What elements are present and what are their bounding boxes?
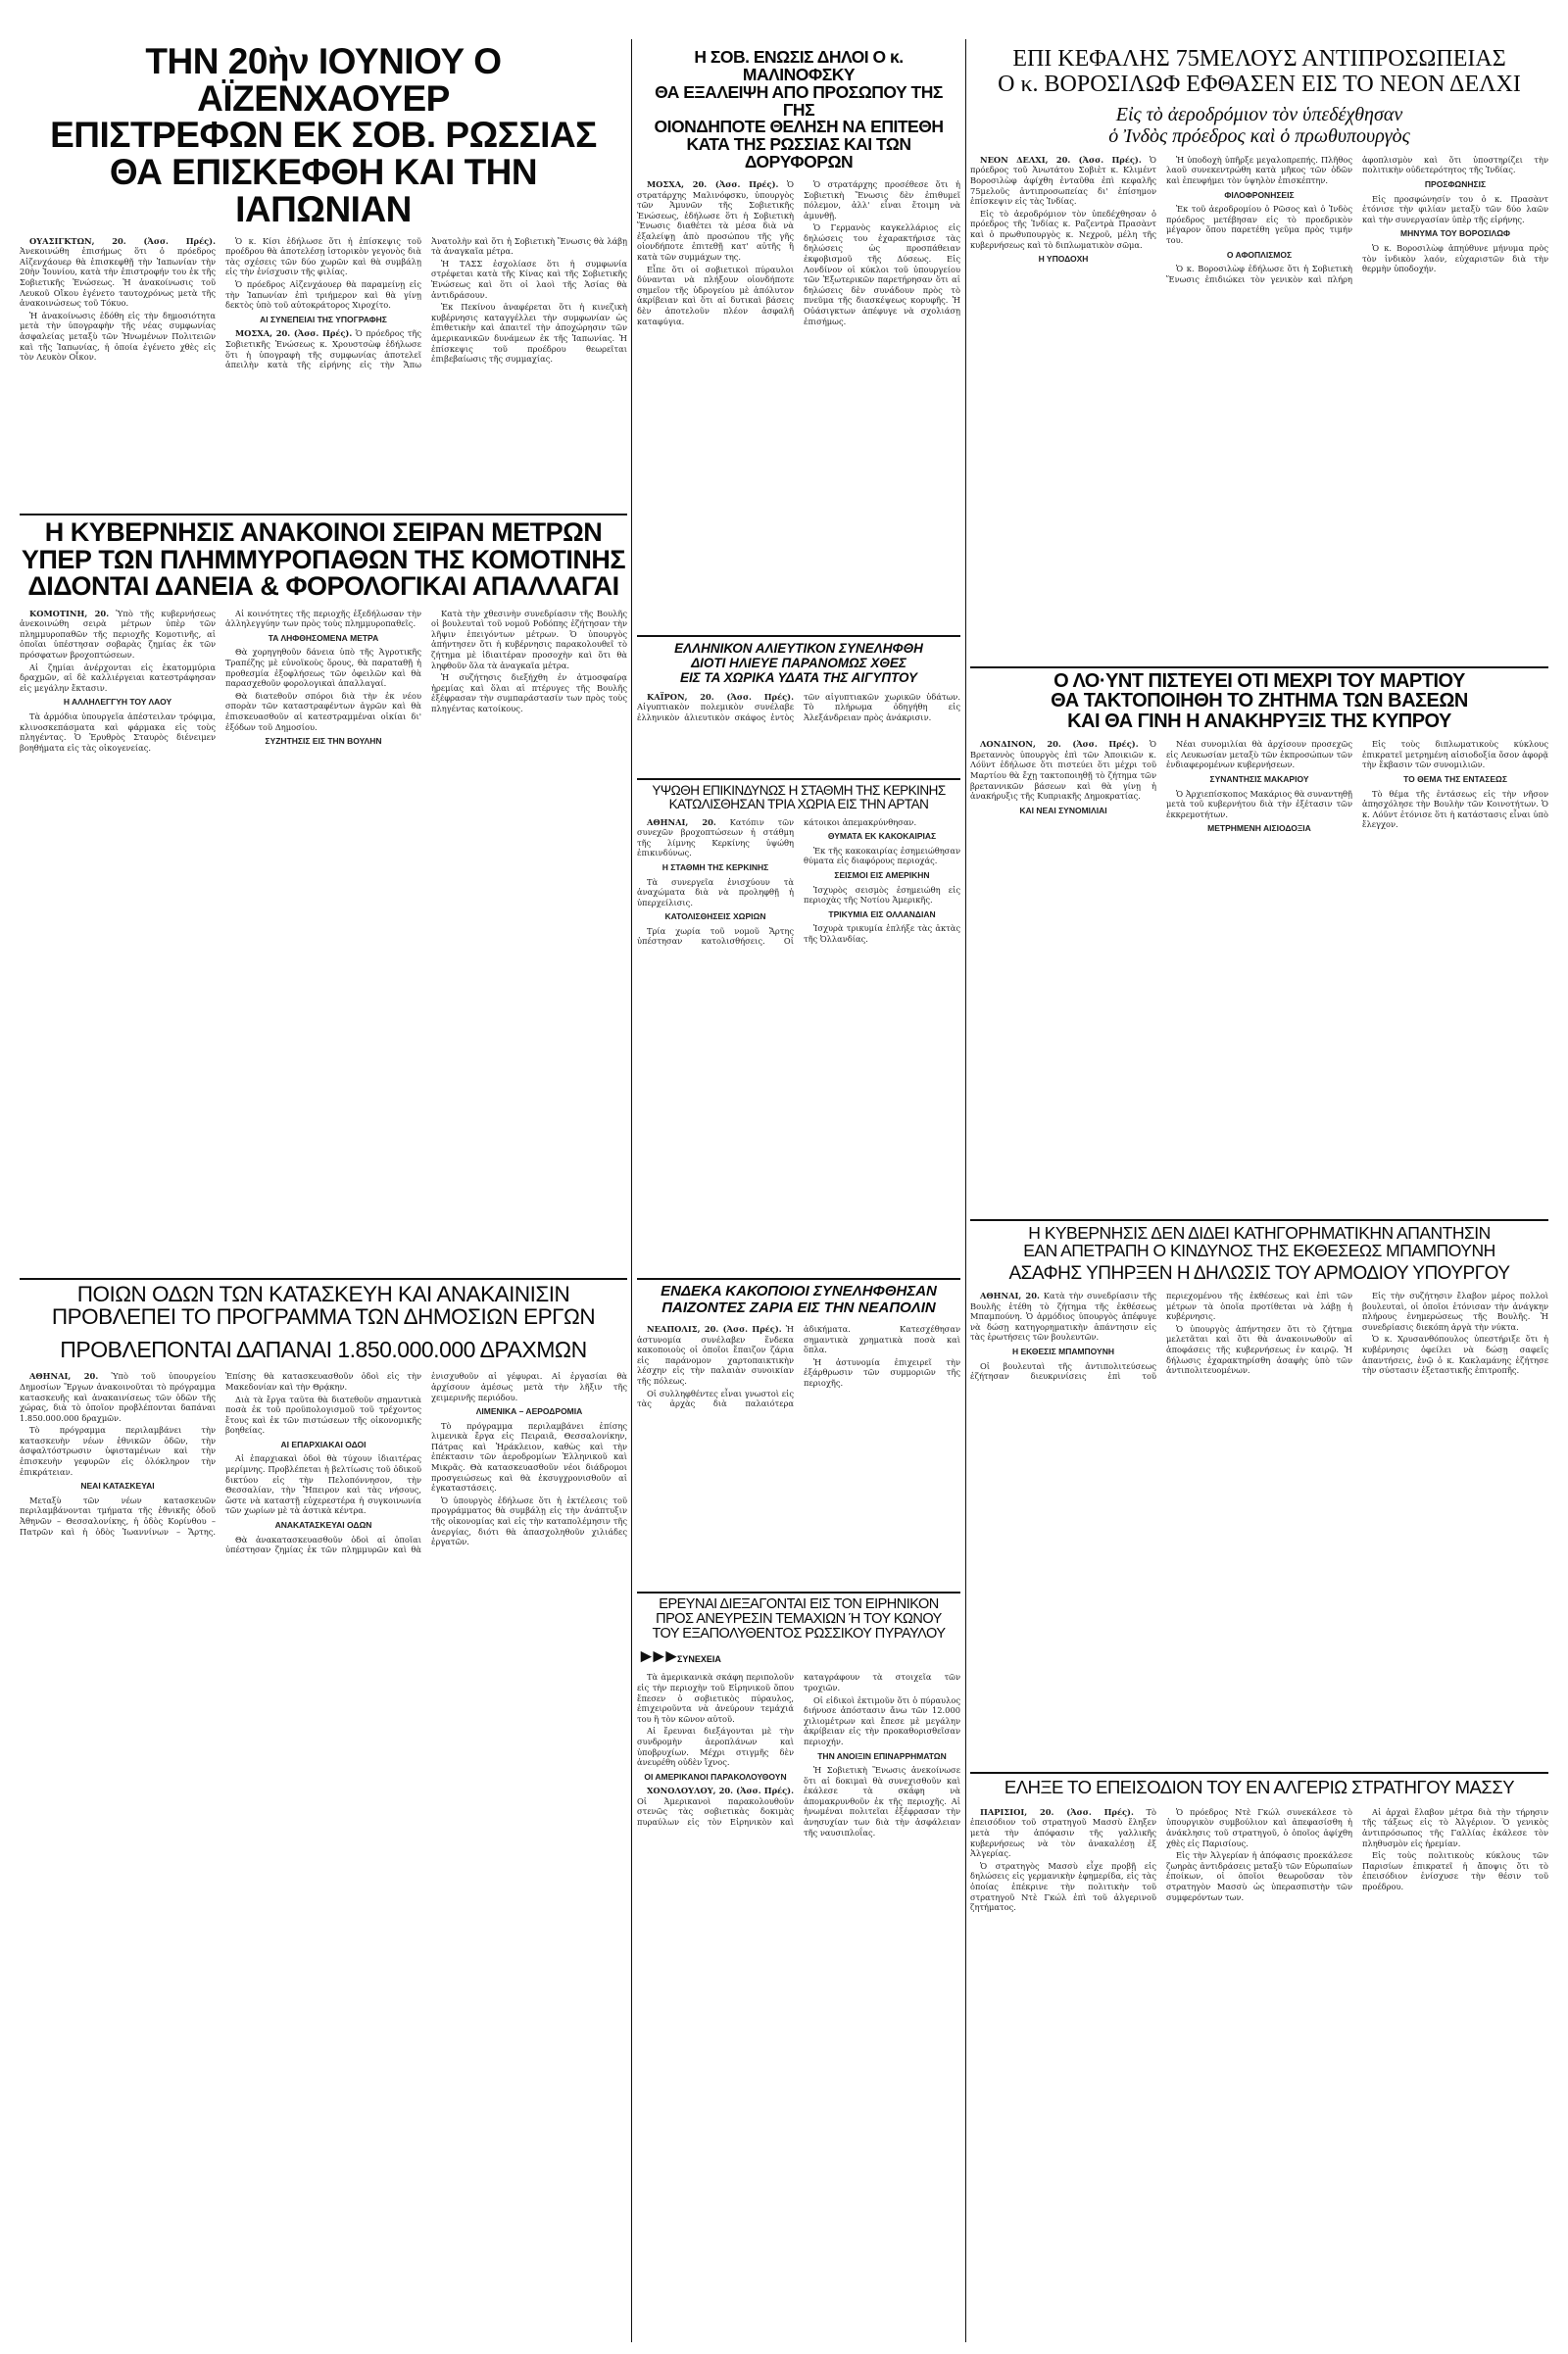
headline-fishing: ΕΛΛΗΝΙΚΟΝ ΑΛΙΕΥΤΙΚΟΝ ΣΥΝΕΛΗΦΘΗ ΔΙΟΤΙ ΗΛΙΕΥΕ ΠΑΡΑΝΟΜΩΣ ΧΘΕΣ ΕΙΣ ΤΑ ΧΩΡΙΚΑ ΥΔΑΤΑ ΤΗΣ ΑΙΓΥΠΤΟΥ <box>674 642 923 685</box>
sub4-voroshilov: ΠΡΟΣΦΩΝΗΣΙΣ <box>1424 179 1487 189</box>
article-voroshilov <box>970 47 1548 664</box>
body-komotini: ΚΟΜΟΤΙΝΗ, 20. Ὑπὸ τῆς κυβερνήσεως ἀνεκοινώθη σειρὰ μέτρων ὑπὲρ τῶν πλημμυροπαθῶν τῆς περιοχῆς Κομοτινῆς, αἱ ὁποῖαι ὑπέστησαν σοβαρὰς ζημίας ἐκ τῶν πρόσφατων βροχοπτώσεων. Αἱ ζημίαι ἀνέρχονται εἰς ἑκατομμύρια δραχμῶν, αἱ δὲ καλλιέργειαι κατεστράφησαν εἰς μεγάλην ἔκτασιν. Η ΑΛΛΗΛΕΓΓΥΗ ΤΟΥ ΛΑΟΥ Τὰ ἀρμόδια ὑπουργεῖα ἀπέστειλαν τρόφιμα, κλινοσκεπάσματα καὶ φάρμακα εἰς τοὺς πληγέντας. Ὁ Ἐρυθρὸς Σταυρὸς διένειμεν βοηθήματα εἰς τὰς οἰκογενείας. Αἱ κοινότητες τῆς περιοχῆς ἐξεδήλωσαν τὴν ἀλληλεγγύην των πρὸς τοὺς πλημμυροπαθεῖς. ΤΑ ΛΗΦΘΗΣΟΜΕΝΑ ΜΕΤΡΑ Θὰ χορηγηθοῦν δάνεια ὑπὸ τῆς Ἀγροτικῆς Τραπέζης μὲ εὐνοϊκοὺς ὅρους, θὰ παραταθῇ ἡ προθεσμία ἐξοφλήσεως τῶν ὀφειλῶν καὶ θὰ παρασχεθοῦν φορολογικαὶ ἀπαλλαγαί. Θὰ διατεθοῦν σπόροι διὰ τὴν ἐκ νέου σπορὰν τῶν καταστραφέντων ἀγρῶν καὶ θὰ ἐπισκευασθοῦν αἱ κατεστραμμέναι οἰκίαι δι' ἐξόδων τοῦ Δημοσίου. ΣΥΖΗΤΗΣΙΣ ΕΙΣ ΤΗΝ ΒΟΥΛΗΝ Κατὰ τὴν χθεσινὴν συνεδρίασιν τῆς Βουλῆς οἱ βουλευταὶ τοῦ νομοῦ Ροδόπης ἐζήτησαν τὴν λῆψιν ἐπειγόντων μέτρων. Ὁ ὑπουργὸς ἀπήντησεν ὅτι ἡ κυβέρνησις παρακολουθεῖ τὸ ζήτημα μὲ ἰδιαιτέραν προσοχὴν καὶ ὅτι θὰ ληφθοῦν ὅλα τὰ ἀναγκαῖα μέτρα. Ἡ συζήτησις διεξήχθη ἐν ἀτμοσφαίρᾳ ἠρεμίας καὶ ὅλαι αἱ πτέρυγες τῆς Βουλῆς ἐξέφρασαν τὴν συμπαράστασίν των πρὸς τοὺς πληγέντας κατοίκους. <box>20 608 627 753</box>
arrows-icon: ►►► <box>637 1646 675 1668</box>
body-massu: ΠΑΡΙΣΙΟΙ, 20. (Ἀσσ. Πρές). Τὸ ἐπεισόδιον τοῦ στρατηγοῦ Μασσὺ ἔληξεν μετὰ τὴν ἀπόφασιν τῆς γαλλικῆς κυβερνήσεως νὰ τὸν ἀνακαλέσῃ ἐξ Ἀλγερίας. Ὁ στρατηγὸς Μασσὺ εἶχε προβῇ εἰς δηλώσεις εἰς γερμανικὴν ἐφημερίδα, εἰς τὰς ὁποίας ἐπέκρινε τὴν πολιτικὴν τοῦ στρατηγοῦ Ντὲ Γκώλ ἐπὶ τοῦ ἀλγερινοῦ ζητήματος. Ὁ πρόεδρος Ντὲ Γκώλ συνεκάλεσε τὸ ὑπουργικὸν συμβούλιον καὶ ἀπεφασίσθη ἡ ἀνάκλησις τοῦ στρατηγοῦ, ὁ ὁποῖος ἀφίχθη χθὲς εἰς Παρισίους. Εἰς τὴν Ἀλγερίαν ἡ ἀπόφασις προεκάλεσε ζωηρὰς ἀντιδράσεις μεταξὺ τῶν Εὐρωπαίων ἐποίκων, οἱ ὁποῖοι θεωροῦσαν τὸν στρατηγὸν Μασσὺ ὡς ὑπερασπιστὴν τῶν συμφερόντων των. Αἱ ἀρχαὶ ἔλαβον μέτρα διὰ τὴν τήρησιν τῆς τάξεως εἰς τὸ Ἀλγέριον. Ὁ γενικὸς ἀντιπρόσωπος τῆς Γαλλίας ἐκάλεσε τὸν πληθυσμὸν εἰς ἠρεμίαν. Εἰς τοὺς πολιτικοὺς κύκλους τῶν Παρισίων ἐπικρατεῖ ἡ ἄποψις ὅτι τὸ ἐπεισόδιον ἐνίσχυσε τὴν θέσιν τοῦ προέδρου. <box>970 1806 1548 1913</box>
section-divider <box>637 1278 960 1280</box>
section-divider <box>637 1592 960 1594</box>
sub1-embassy: Η ΕΚΘΕΣΙΣ ΜΠΑΜΠΟΥΝΗ <box>1011 1347 1115 1357</box>
dateline-kerkini: ΑΘΗΝΑΙ, 20. <box>647 816 716 827</box>
sub4-kerkini: ΣΕΙΣΜΟΙ ΕΙΣ ΑΜΕΡΙΚΗΝ <box>834 869 930 880</box>
article-rocket <box>637 1597 960 2342</box>
sub3-komotini: ΣΥΖΗΤΗΣΙΣ ΕΙΣ ΤΗΝ ΒΟΥΛΗΝ <box>265 736 382 747</box>
headline-malinofsky: Η ΣΟΒ. ΕΝΩΣΙΣ ΔΗΛΟΙ Ο κ. ΜΑΛΙΝΟΦΣΚΥ ΘΑ ΕΞΑΛΕΙΨΗ ΑΠΟ ΠΡΟΣΩΠΟΥ ΤΗΣ ΓΗΣ ΟΙΟΝΔΗΠΟΤΕ ΘΕΛΗΣΗ ΝΑ ΕΠΙΤΕΘΗ ΚΑΤΑ ΤΗΣ ΡΩΣΣΙΑΣ ΚΑΙ ΤΩΝ ΔΟΡΥΦΟΡΩΝ <box>654 49 944 172</box>
sub2-komotini: ΤΑ ΛΗΦΘΗΣΟΜΕΝΑ ΜΕΤΡΑ <box>268 632 379 643</box>
sub3-kerkini: ΘΥΜΑΤΑ ΕΚ ΚΑΚΟΚΑΙΡΙΑΣ <box>827 831 937 842</box>
sub1-voroshilov: Η ΥΠΟΔΟΧΗ <box>1038 254 1089 265</box>
dateline-rocket: ΧΟΝΟΛΟΥΛΟΥ, 20. (Ἀσσ. Πρές). <box>647 1786 794 1796</box>
dateline-cyprus: ΛΟΝΔΙΝΟΝ, 20. (Ἀσσ. Πρές). <box>980 739 1139 750</box>
sub4-roads: ΛΙΜΕΝΙΚΑ – ΑΕΡΟΔΡΟΜΙΑ <box>475 1406 583 1417</box>
continued-label <box>637 1646 960 1668</box>
headline-embassy: Η ΚΥΒΕΡΝΗΣΙΣ ΔΕΝ ΔΙΔΕΙ ΚΑΤΗΓΟΡΗΜΑΤΙΚΗΝ ΑΠΑΝΤΗΣΙΝ ΕΑΝ ΑΠΕΤΡΑΠΗ Ο ΚΙΝΔΥΝΟΣ ΤΗΣ ΕΚΘΕΣΕΩΣ ΜΠΑΜΠΟΥΝΗ <box>1023 1225 1495 1260</box>
headline-massu: ΕΛΗΞΕ ΤΟ ΕΠΕΙΣΟΔΙΟΝ ΤΟΥ ΕΝ ΑΛΓΕΡΙΩ ΣΤΡΑΤΗΓΟΥ ΜΑΣΣΥ <box>1004 1779 1515 1797</box>
sub3-voroshilov: Ο ΑΦΟΠΛΙΣΜΟΣ <box>1226 249 1293 260</box>
headline-komotini: Η ΚΥΒΕΡΝΗΣΙΣ ΑΝΑΚΟΙΝΟΙ ΣΕΙΡΑΝ ΜΕΤΡΩΝ ΥΠΕΡ ΤΩΝ ΠΛΗΜΜΥΡΟΠΑΘΩΝ ΤΗΣ ΚΟΜΟΤΙΝΗΣ ΔΙΔΟΝΤΑΙ ΔΑΝΕΙΑ & ΦΟΡΟΛΟΓΙΚΑΙ ΑΠΑΛΛΑΓΑΙ <box>21 519 626 602</box>
body-rocket: Τὰ ἀμερικανικὰ σκάφη περιπολοῦν εἰς τὴν περιοχὴν τοῦ Εἰρηνικοῦ ὅπου ἔπεσεν ὁ σοβιετικὸς πύραυλος, ἐπιχειροῦντα νὰ ἀνεύρουν τεμάχιά του ἢ τὸν κῶνον αὐτοῦ. Αἱ ἔρευναι διεξάγονται μὲ τὴν συνδρομὴν ἀεροπλάνων καὶ ὑποβρυχίων. Μέχρι στιγμῆς δὲν ἀνευρέθη οὐδὲν ἴχνος. ΟΙ ΑΜΕΡΙΚΑΝΟΙ ΠΑΡΑΚΟΛΟΥΘΟΥΝ ΧΟΝΟΛΟΥΛΟΥ, 20. (Ἀσσ. Πρές). Οἱ Ἀμερικανοὶ παρακολουθοῦν στενῶς τὰς σοβιετικὰς δοκιμὰς πυραύλων εἰς τὸν Εἰρηνικὸν καὶ καταγράφουν τὰ στοιχεῖα τῶν τροχιῶν. Οἱ εἰδικοὶ ἐκτιμοῦν ὅτι ὁ πύραυλος διήνυσε ἀπόστασιν ἄνω τῶν 12.000 χιλιομέτρων καὶ ἔπεσε μὲ μεγάλην ἀκρίβειαν εἰς τὴν προκαθορισθεῖσαν περιοχήν. ΤΗΝ ΑΝΟΙΞΙΝ ΕΠΙΝΑΡΡΗΜΑΤΩΝ Ἡ Σοβιετικὴ Ἕνωσις ἀνεκοίνωσε ὅτι αἱ δοκιμαὶ θὰ συνεχισθοῦν καὶ ἐκάλεσε τὰ σκάφη νὰ ἀπομακρυνθοῦν ἐκ τῆς περιοχῆς. Αἱ ἡνωμέναι πολιτεῖαι ἐξέφρασαν τὴν ἀνησυχίαν των διὰ τὴν ἀσφάλειαν τῆς ναυσιπλοΐας. <box>637 1672 960 1838</box>
sub5-kerkini: ΤΡΙΚΥΜΙΑ ΕΙΣ ΟΛΛΑΝΔΙΑΝ <box>828 908 936 919</box>
sub1-roads: ΝΕΑΙ ΚΑΤΑΣΚΕΥΑΙ <box>80 1481 155 1492</box>
section-divider <box>20 1278 627 1280</box>
dateline-malinofsky: ΜΟΣΧΑ, 20. (Ἀσσ. Πρές). <box>647 178 779 189</box>
sub3-cyprus: ΜΕΤΡΗΜΕΝΗ ΑΙΣΙΟΔΟΞΙΑ <box>1207 823 1311 834</box>
body-voroshilov: ΝΕΟΝ ΔΕΛΧΙ, 20. (Ἀσσ. Πρές). Ὁ πρόεδρος τοῦ Ἀνωτάτου Σοβιὲτ κ. Κλιμέντ Βοροσιλὼφ ἀφίχθη ἐνταῦθα ἐπὶ κεφαλῆς 75μελοῦς ἀντιπροσωπείας δι' ἐπίσημον ἐπίσκεψιν εἰς τὰς Ἰνδίας. Εἰς τὸ ἀεροδρόμιον τὸν ὑπεδέχθησαν ὁ πρόεδρος τῆς Ἰνδίας κ. Ραζεντρὰ Πρασὰντ καὶ ὁ πρωθυπουργὸς κ. Νεχροῦ, μέλη τῆς κυβερνήσεως καὶ τὸ διπλωματικὸν σῶμα. Η ΥΠΟΔΟΧΗ Ἡ ὑποδοχὴ ὑπῆρξε μεγαλοπρεπής. Πλῆθος λαοῦ συνεκεντρώθη κατὰ μῆκος τῶν ὁδῶν καὶ ἐπευφήμει τὸν ὑψηλὸν ἐπισκέπτην. ΦΙΛΟΦΡΟΝΗΣΕΙΣ Ἐκ τοῦ ἀεροδρομίου ὁ Ρῶσος καὶ ὁ Ἰνδὸς πρόεδρος μετέβησαν εἰς τὸ προεδρικὸν μέγαρον ὅπου παρετέθη γεῦμα πρὸς τιμήν του. Ο ΑΦΟΠΛΙΣΜΟΣ Ὁ κ. Βοροσιλὼφ ἐδήλωσε ὅτι ἡ Σοβιετικὴ Ἕνωσις ἐπιδιώκει τὸν γενικὸν καὶ πλήρη ἀφοπλισμὸν καὶ ὅτι ὑποστηρίζει τὴν πολιτικὴν οὐδετερότητος τῆς Ἰνδίας. ΠΡΟΣΦΩΝΗΣΙΣ Εἰς προσφώνησίν του ὁ κ. Πρασὰντ ἐτόνισε τὴν φιλίαν μεταξὺ τῶν δύο λαῶν καὶ τὴν συνεργασίαν ὑπὲρ τῆς εἰρήνης. ΜΗΝΥΜΑ ΤΟΥ ΒΟΡΟΣΙΛΩΦ Ὁ κ. Βοροσιλὼφ ἀπηύθυνε μήνυμα πρὸς τὸν ἰνδικὸν λαόν, εὐχαριστῶν διὰ τὴν θερμὴν ὑποδοχήν. <box>970 154 1548 284</box>
sub1-kerkini: Η ΣΤΑΘΜΗ ΤΗΣ ΚΕΡΚΙΝΗΣ <box>662 861 769 872</box>
sub1-rocket: ΟΙ ΑΜΕΡΙΚΑΝΟΙ ΠΑΡΑΚΟΛΟΥΘΟΥΝ <box>644 1771 787 1782</box>
article-malinofsky <box>637 49 960 519</box>
article-komotini <box>20 519 627 1274</box>
sub2-voroshilov: ΦΙΛΟΦΡΟΝΗΣΕΙΣ <box>1224 189 1295 200</box>
body-embassy: ΑΘΗΝΑΙ, 20. Κατὰ τὴν συνεδρίασιν τῆς Βουλῆς ἐτέθη τὸ ζήτημα τῆς ἐκθέσεως Μπαμπούνη. Ὁ ἀρμόδιος ὑπουργὸς ἀπέφυγε νὰ δώσῃ κατηγορηματικὴν ἀπάντησιν εἰς τὰς ἐρωτήσεις τῶν βουλευτῶν. Η ΕΚΘΕΣΙΣ ΜΠΑΜΠΟΥΝΗ Οἱ βουλευταὶ τῆς ἀντιπολιτεύσεως ἐζήτησαν διευκρινίσεις ἐπὶ τοῦ περιεχομένου τῆς ἐκθέσεως καὶ ἐπὶ τῶν μέτρων τὰ ὁποῖα προτίθεται νὰ λάβῃ ἡ κυβέρνησις. Ὁ ὑπουργὸς ἀπήντησεν ὅτι τὸ ζήτημα μελετᾶται καὶ ὅτι θὰ ἀνακοινωθοῦν αἱ ἀποφάσεις τῆς κυβερνήσεως ἐν καιρῷ. Ἡ δήλωσις ἐχαρακτηρίσθη ἀσαφὴς ὑπὸ τῶν ἀντιπολιτευομένων. Εἰς τὴν συζήτησιν ἔλαβον μέρος πολλοὶ βουλευταὶ, οἱ ὁποῖοι ἐτόνισαν τὴν ἀνάγκην πλήρους ἐνημερώσεως τῆς Βουλῆς. Ἡ συνεδρίασις διεκόπη ἀργὰ τὴν νύκτα. Ὁ κ. Χρυσανθόπουλος ὑπεστήριξε ὅτι ἡ κυβέρνησις ὀφείλει νὰ δώσῃ σαφεῖς ἀπαντήσεις, ἐνῷ ὁ κ. Κακλαμάνης ἐζήτησε τὴν σύστασιν ἐξεταστικῆς ἐπιτροπῆς. <box>970 1291 1548 1382</box>
sub5-voroshilov: ΜΗΝΥΜΑ ΤΟΥ ΒΟΡΟΣΙΛΩΦ <box>1399 228 1510 239</box>
sub2-rocket: ΤΗΝ ΑΝΟΙΞΙΝ ΕΠΙΝΑΡΡΗΜΑΤΩΝ <box>817 1750 947 1761</box>
dateline-massu: ΠΑΡΙΣΙΟΙ, 20. (Ἀσσ. Πρές). <box>980 1806 1134 1817</box>
dateline-fishing: ΚΑΪΡΟΝ, 20. (Ἀσσ. Πρές). <box>647 691 794 702</box>
sub2-kerkini: ΚΑΤΟΛΙΣΘΗΣΕΙΣ ΧΩΡΙΩΝ <box>664 911 766 922</box>
body-naples: ΝΕΑΠΟΛΙΣ, 20. (Ἀσσ. Πρές). Ἡ ἀστυνομία συνέλαβεν ἕνδεκα κακοποιοὺς οἱ ὁποῖοι ἔπαιζον ζάρια εἰς παράνομον χαρτοπαικτικὴν λέσχην εἰς τὴν παλαιὰν συνοικίαν τῆς πόλεως. Οἱ συλληφθέντες εἶναι γνωστοὶ εἰς τὰς ἀρχὰς διὰ παλαιότερα ἀδικήματα. Κατεσχέθησαν σημαντικὰ χρηματικὰ ποσὰ καὶ ὅπλα. Ἡ ἀστυνομία ἐπιχειρεῖ τὴν ἐξάρθρωσιν τῶν συμμοριῶν τῆς περιοχῆς. <box>637 1324 960 1409</box>
body-eisenhower: ΟΥΑΣΙΓΚΤΩΝ, 20. (Ἀσσ. Πρές). Ἀνεκοινώθη ἐπισήμως ὅτι ὁ πρόεδρος Αἰζενχάουερ θὰ ἐπισκεφθῇ τὴν Ἰαπωνίαν τὴν 20ὴν Ἰουνίου, κατὰ τὴν ἐπιστροφήν του ἐκ τῆς Σοβιετικῆς Ἑνώσεως. Ἡ ἀνακοίνωσις τοῦ Λευκοῦ Οἴκου ἐγένετο ταυτοχρόνως μετὰ τῆς ἀνακοινώσεως τοῦ Τόκυο. Ἡ ἀνακοίνωσις ἐδόθη εἰς τὴν δημοσιότητα μετὰ τὴν ὑπογραφὴν τῆς νέας συμφωνίας ἀσφαλείας μεταξὺ τῶν Ἡνωμένων Πολιτειῶν καὶ τῆς Ἰαπωνίας, ἡ ὁποία ἐγένετο χθὲς εἰς τὸν Λευκὸν Οἶκον. Ὁ κ. Κίσι ἐδήλωσε ὅτι ἡ ἐπίσκεψις τοῦ προέδρου θὰ ἀποτελέσῃ ἱστορικὸν γεγονὸς διὰ τὰς σχέσεις τῶν δύο χωρῶν καὶ θὰ συμβάλῃ εἰς τὴν ἐνίσχυσιν τῆς φιλίας. Ὁ πρόεδρος Αἰζενχάουερ θὰ παραμείνῃ εἰς τὴν Ἰαπωνίαν ἐπὶ τριήμερον καὶ θὰ γίνῃ δεκτὸς ὑπὸ τοῦ αὐτοκράτορος Χιροχίτο. ΑΙ ΣΥΝΕΠΕΙΑΙ ΤΗΣ ΥΠΟΓΡΑΦΗΣ ΜΟΣΧΑ, 20. (Ἀσσ. Πρές). Ὁ πρόεδρος τῆς Σοβιετικῆς Ἑνώσεως κ. Χρουστσὼφ ἐδήλωσε ὅτι ἡ ὑπογραφὴ τῆς συμφωνίας ἀποτελεῖ ἀπειλὴν κατὰ τῆς εἰρήνης εἰς τὴν Ἄπω Ἀνατολὴν καὶ ὅτι ἡ Σοβιετικὴ Ἕνωσις θὰ λάβῃ τὰ ἀναγκαῖα μέτρα. Ἡ ΤΑΣΣ ἐσχολίασε ὅτι ἡ συμφωνία στρέφεται κατὰ τῆς Κίνας καὶ τῆς Σοβιετικῆς Ἑνώσεως καὶ ὅτι οἱ λαοὶ τῆς Ἀσίας θὰ ἀντιδράσουν. Ἐκ Πεκίνου ἀναφέρεται ὅτι ἡ κινεζικὴ κυβέρνησις καταγγέλλει τὴν συμφωνίαν ὡς ἐπιθετικὴν καὶ ἀπαιτεῖ τὴν ἀποχώρησιν τῶν ἀμερικανικῶν δυνάμεων ἐκ τῆς Ἰαπωνίας. Ἡ ἐπίσκεψις τοῦ προέδρου θεωρεῖται ἐπιβεβαίωσις τῆς συμμαχίας. <box>20 235 627 370</box>
headline-voroshilov: ΕΠΙ ΚΕΦΑΛΗΣ 75ΜΕΛΟΥΣ ΑΝΤΙΠΡΟΣΩΠΕΙΑΣ Ο κ. ΒΟΡΟΣΙΛΩΦ ΕΦΘΑΣΕΝ ΕΙΣ ΤΟ ΝΕΟΝ ΔΕΛΧΙ <box>998 47 1521 97</box>
sub1-komotini: Η ΑΛΛΗΛΕΓΓΥΗ ΤΟΥ ΛΑΟΥ <box>63 697 172 708</box>
article-eisenhower <box>20 43 627 514</box>
article-embassy <box>970 1225 1548 1774</box>
section-divider <box>970 1772 1548 1774</box>
column-divider <box>965 39 966 2342</box>
headline-rocket: ΕΡΕΥΝΑΙ ΔΙΕΞΑΓΟΝΤΑΙ ΕΙΣ ΤΟΝ ΕΙΡΗΝΙΚΟΝ ΠΡΟΣ ΑΝΕΥΡΕΣΙΝ ΤΕΜΑΧΙΩΝ Ή ΤΟΥ ΚΩΝΟΥ ΤΟΥ ΕΞΑΠΟΛΥΘΕΝΤΟΣ ΡΩΣΣΙΚΟΥ ΠΥΡΑΥΛΟΥ <box>652 1597 946 1642</box>
body-malinofsky: ΜΟΣΧΑ, 20. (Ἀσσ. Πρές). Ὁ στρατάρχης Μαλινόφσκυ, ὑπουργὸς τῶν Ἀμυνῶν τῆς Σοβιετικῆς Ἑνώσεως, ἐδήλωσε ὅτι ἡ Σοβιετικὴ Ἕνωσις διαθέτει τὰ μέσα διὰ νὰ ἐξαλείψῃ ἀπὸ προσώπου τῆς γῆς οἱονδήποτε ἐπιτεθῇ κατ' αὐτῆς ἢ κατὰ τῶν συμμάχων της. Εἶπε ὅτι οἱ σοβιετικοὶ πύραυλοι δύνανται νὰ πλήξουν οἱονδήποτε σημεῖον τῆς ὑδρογείου μὲ ἀπόλυτον ἀκρίβειαν καὶ ὅτι αἱ δυτικαὶ βάσεις δὲν ἀποτελοῦν πλέον ἀσφαλῆ καταφύγια. Ὁ στρατάρχης προσέθεσε ὅτι ἡ Σοβιετικὴ Ἕνωσις δὲν ἐπιθυμεῖ πόλεμον, ἀλλ' εἶναι ἕτοιμη νὰ ἀμυνθῇ. Ὁ Γερμανὸς καγκελλάριος εἰς δηλώσεις του ἐχαρακτήρισε τὰς δηλώσεις ὡς προσπάθειαν ἐκφοβισμοῦ τῆς Δύσεως. Εἰς Λονδίνον οἱ κύκλοι τοῦ ὑπουργείου τῶν Ἐξωτερικῶν παρετήρησαν ὅτι αἱ δηλώσεις δὲν συνάδουν πρὸς τὸ πνεῦμα τῆς διασκέψεως κορυφῆς. Ἡ Οὐάσιγκτων ἀπέφυγε νὰ σχολιάσῃ ἐπισήμως. <box>637 178 960 326</box>
body-kerkini: ΑΘΗΝΑΙ, 20. Κατόπιν τῶν συνεχῶν βροχοπτώσεων ἡ στάθμη τῆς λίμνης Κερκίνης ὑψώθη ἐπικινδύνως. Η ΣΤΑΘΜΗ ΤΗΣ ΚΕΡΚΙΝΗΣ Τὰ συνεργεῖα ἐνισχύουν τὰ ἀναχώματα διὰ νὰ προληφθῇ ἡ ὑπερχείλισις. ΚΑΤΟΛΙΣΘΗΣΕΙΣ ΧΩΡΙΩΝ Τρία χωρία τοῦ νομοῦ Ἄρτης ὑπέστησαν κατολισθήσεις. Οἱ κάτοικοι ἀπεμακρύνθησαν. ΘΥΜΑΤΑ ΕΚ ΚΑΚΟΚΑΙΡΙΑΣ Ἐκ τῆς κακοκαιρίας ἐσημειώθησαν θύματα εἰς διαφόρους περιοχάς. ΣΕΙΣΜΟΙ ΕΙΣ ΑΜΕΡΙΚΗΝ Ἰσχυρὸς σεισμὸς ἐσημειώθη εἰς περιοχὰς τῆς Νοτίου Ἀμερικῆς. ΤΡΙΚΥΜΙΑ ΕΙΣ ΟΛΛΑΝΔΙΑΝ Ἰσχυρὰ τρικυμία ἐπλήξε τὰς ἀκτὰς τῆς Ὀλλανδίας. <box>637 816 960 947</box>
dateline-roads: ΑΘΗΝΑΙ, 20. <box>29 1371 99 1382</box>
section-divider <box>970 666 1548 668</box>
sub2-roads: ΑΙ ΕΠΑΡΧΙΑΚΑΙ ΟΔΟΙ <box>280 1439 367 1449</box>
body-fishing: ΚΑΪΡΟΝ, 20. (Ἀσσ. Πρές). Αἰγυπτιακὸν πολεμικὸν συνέλαβε ἑλληνικὸν ἁλιευτικὸν σκάφος ἐντὸς τῶν αἰγυπτιακῶν χωρικῶν ὑδάτων. Τὸ πλήρωμα ὁδηγήθη εἰς Ἀλεξάνδρειαν πρὸς ἀνάκρισιν. <box>637 691 960 722</box>
column-divider <box>631 39 632 2342</box>
sub3-roads: ΑΝΑΚΑΤΑΣΚΕΥΑΙ ΟΔΩΝ <box>274 1520 372 1531</box>
article-roads <box>20 1284 627 2342</box>
subhead-eisenhower: ΑΙ ΣΥΝΕΠΕΙΑΙ ΤΗΣ ΥΠΟΓΡΑΦΗΣ <box>260 314 387 324</box>
subheadline-embassy: ΑΣΑΦΗΣ ΥΠΗΡΞΕΝ Η ΔΗΛΩΣΙΣ ΤΟΥ ΑΡΜΟΔΙΟΥ ΥΠΟΥΡΓΟΥ <box>1008 1262 1510 1284</box>
headline-naples: ΕΝΔΕΚΑ ΚΑΚΟΠΟΙΟΙ ΣΥΝΕΛΗΦΘΗΣΑΝ ΠΑΙΖΟΝΤΕΣ ΖΑΡΙΑ ΕΙΣ ΤΗΝ ΝΕΑΠΟΛΙΝ <box>661 1284 937 1316</box>
dateline-voroshilov: ΝΕΟΝ ΔΕΛΧΙ, 20. (Ἀσσ. Πρές). <box>980 154 1142 165</box>
dateline-komotini: ΚΟΜΟΤΙΝΗ, 20. <box>29 608 110 618</box>
article-kerkini <box>637 784 960 1274</box>
section-divider <box>20 514 627 515</box>
section-divider <box>970 1219 1548 1221</box>
dateline-embassy: ΑΘΗΝΑΙ, 20. <box>980 1291 1040 1301</box>
article-cyprus <box>970 671 1548 1220</box>
section-divider <box>637 635 960 637</box>
subheadline-roads: ΠΡΟΒΛΕΠΟΝΤΑΙ ΔΑΠΑΝΑΙ 1.850.000.000 ΔΡΑΧΜΩΝ <box>60 1336 587 1362</box>
headline-eisenhower: ΤΗΝ 20ὴν ΙΟΥΝΙΟΥ Ο ΑΪΖΕΝΧΑΟΥΕΡ ΕΠΙΣΤΡΕΦΩΝ ΕΚ ΣΟΒ. ΡΩΣΣΙΑΣ ΘΑ ΕΠΙΣΚΕΦΘΗ ΚΑΙ ΤΗΝ ΙΑΠΩΝΙΑΝ <box>50 43 597 229</box>
sub2-cyprus: ΣΥΝΑΝΤΗΣΙΣ ΜΑΚΑΡΙΟΥ <box>1209 773 1309 784</box>
subdateline-eisenhower: ΜΟΣΧΑ, 20. (Ἀσσ. Πρές). <box>235 328 353 339</box>
section-divider <box>637 778 960 780</box>
dateline-naples: ΝΕΑΠΟΛΙΣ, 20. (Ἀσσ. Πρές). <box>647 1324 782 1334</box>
sub1-cyprus: ΚΑΙ ΝΕΑΙ ΣΥΝΟΜΙΛΙΑΙ <box>1019 805 1107 815</box>
body-cyprus: ΛΟΝΔΙΝΟΝ, 20. (Ἀσσ. Πρές). Ὁ Βρεταννὸς ὑπουργὸς ἐπὶ τῶν Ἀποικιῶν κ. Λόϋντ ἐδήλωσε ὅτι πιστεύει ὅτι μέχρι τοῦ Μαρτίου θὰ ἔχῃ τακτοποιηθῇ τὸ ζήτημα τῶν βρεταννικῶν βάσεων καὶ θὰ γίνῃ ἡ ἀνακήρυξις τῆς Κυπριακῆς Δημοκρατίας. ΚΑΙ ΝΕΑΙ ΣΥΝΟΜΙΛΙΑΙ Νέαι συνομιλίαι θὰ ἀρχίσουν προσεχῶς εἰς Λευκωσίαν μεταξὺ τῶν ἐκπροσώπων τῶν ἐνδιαφερομένων κυβερνήσεων. ΣΥΝΑΝΤΗΣΙΣ ΜΑΚΑΡΙΟΥ Ὁ Ἀρχιεπίσκοπος Μακάριος θὰ συναντηθῇ μετὰ τοῦ κυβερνήτου διὰ τὴν ἐξέτασιν τῶν ἐκκρεμοτήτων. ΜΕΤΡΗΜΕΝΗ ΑΙΣΙΟΔΟΞΙΑ Εἰς τοὺς διπλωματικοὺς κύκλους ἐπικρατεῖ μετρημένη αἰσιοδοξία ὅσον ἀφορᾷ τὴν ἔκβασιν τῶν συνομιλιῶν. ΤΟ ΘΕΜΑ ΤΗΣ ΕΝΤΑΣΕΩΣ Τὸ θέμα τῆς ἐντάσεως εἰς τὴν νῆσον ἀπησχόλησε τὴν Βουλὴν τῶν Κοινοτήτων. Ὁ κ. Λόϋντ ἐτόνισε ὅτι ἡ κατάστασις εἶναι ὑπὸ ἔλεγχον. <box>970 739 1548 834</box>
headline-kerkini: ΥΨΩΘΗ ΕΠΙΚΙΝΔΥΝΩΣ Η ΣΤΑΘΜΗ ΤΗΣ ΚΕΡΚΙΝΗΣ ΚΑΤΩΛΙΣΘΗΣΑΝ ΤΡΙΑ ΧΩΡΙΑ ΕΙΣ ΤΗΝ ΑΡΤΑΝ <box>652 784 946 811</box>
article-naples <box>637 1284 960 1588</box>
headline-cyprus: Ο ΛΟ·ΥΝΤ ΠΙΣΤΕΥΕΙ ΟΤΙ ΜΕΧΡΙ ΤΟΥ ΜΑΡΤΙΟΥ ΘΑ ΤΑΚΤΟΠΟΙΗΘΗ ΤΟ ΖΗΤΗΜΑ ΤΩΝ ΒΑΣΕΩΝ ΚΑΙ ΘΑ ΓΙΝΗ Η ΑΝΑΚΗΡΥΞΙΣ ΤΗΣ ΚΥΠΡΟΥ <box>1051 671 1468 732</box>
body-roads: ΑΘΗΝΑΙ, 20. Ὑπὸ τοῦ ὑπουργείου Δημοσίων Ἔργων ἀνακοινοῦται τὸ πρόγραμμα κατασκευῆς καὶ ἀνακαινίσεως τῶν ὁδῶν τῆς χώρας, διὰ τὸ ὁποῖον προβλέπονται δαπάναι 1.850.000.000 δραχμῶν. Τὸ πρόγραμμα περιλαμβάνει τὴν κατασκευὴν νέων ἐθνικῶν ὁδῶν, τὴν ἀσφαλτόστρωσιν ὑφισταμένων καὶ τὴν ἐπισκευὴν γεφυρῶν εἰς ὁλόκληρον τὴν ἐπικράτειαν. ΝΕΑΙ ΚΑΤΑΣΚΕΥΑΙ Μεταξὺ τῶν νέων κατασκευῶν περιλαμβάνονται τμήματα τῆς ἐθνικῆς ὁδοῦ Ἀθηνῶν – Θεσσαλονίκης, ἡ ὁδὸς Κορίνθου – Πατρῶν καὶ ἡ ὁδὸς Ἰωαννίνων – Ἄρτης. Ἐπίσης θὰ κατασκευασθοῦν ὁδοὶ εἰς τὴν Μακεδονίαν καὶ τὴν Θρᾴκην. Διὰ τὰ ἔργα ταῦτα θὰ διατεθοῦν σημαντικὰ ποσὰ ἐκ τοῦ προϋπολογισμοῦ τοῦ τρέχοντος ἔτους καὶ ἐκ τῶν πιστώσεων τῆς οἰκονομικῆς βοηθείας. ΑΙ ΕΠΑΡΧΙΑΚΑΙ ΟΔΟΙ Αἱ ἐπαρχιακαὶ ὁδοὶ θὰ τύχουν ἰδιαιτέρας μερίμνης. Προβλέπεται ἡ βελτίωσις τοῦ ὁδικοῦ δικτύου εἰς τὴν Πελοπόννησον, τὴν Θεσσαλίαν, τὴν Ἤπειρον καὶ τὰς νήσους, ὥστε νὰ καταστῇ εὐχερεστέρα ἡ συγκοινωνία τῶν χωρίων μὲ τὰ ἀστικὰ κέντρα. ΑΝΑΚΑΤΑΣΚΕΥΑΙ ΟΔΩΝ Θὰ ἀνακατασκευασθοῦν ὁδοὶ αἱ ὁποῖαι ὑπέστησαν ζημίας ἐκ τῶν πλημμυρῶν καὶ θὰ ἐνισχυθοῦν αἱ γέφυραι. Αἱ ἐργασίαι θὰ ἀρχίσουν ἀμέσως μετὰ τὴν λῆξιν τῆς χειμερινῆς περιόδου. ΛΙΜΕΝΙΚΑ – ΑΕΡΟΔΡΟΜΙΑ Τὸ πρόγραμμα περιλαμβάνει ἐπίσης λιμενικὰ ἔργα εἰς Πειραιᾶ, Θεσσαλονίκην, Πάτρας καὶ Ἡράκλειον, καθὼς καὶ τὴν ἐπέκτασιν τῶν ἀεροδρομίων Ἑλληνικοῦ καὶ Μικρᾶς. Θὰ κατασκευασθοῦν νέοι διάδρομοι προσγειώσεως καὶ θὰ ἐκσυγχρονισθοῦν αἱ ἐγκαταστάσεις. Ὁ ὑπουργὸς ἐδήλωσε ὅτι ἡ ἐκτέλεσις τοῦ προγράμματος θὰ συμβάλῃ εἰς τὴν ἀνάπτυξιν τῆς οἰκονομίας καὶ εἰς τὴν καταπολέμησιν τῆς ἀνεργίας, διότι θὰ ἀπασχοληθοῦν χιλιάδες ἐργατῶν. <box>20 1371 627 1555</box>
deck-voroshilov: Εἰς τὸ ἀεροδρόμιον τὸν ὑπεδέχθησαν ὁ Ἰνδὸς πρόεδρος καὶ ὁ πρωθυπουργὸς <box>1108 103 1410 147</box>
article-massu <box>970 1779 1548 2342</box>
headline-roads: ΠΟΙΩΝ ΟΔΩΝ ΤΩΝ ΚΑΤΑΣΚΕΥΗ ΚΑΙ ΑΝΑΚΑΙΝΙΣΙΝ ΠΡΟΒΛΕΠΕΙ ΤΟ ΠΡΟΓΡΑΜΜΑ ΤΩΝ ΔΗΜΟΣΙΩΝ ΕΡΓΩΝ <box>51 1284 596 1329</box>
article-fishing <box>637 642 960 774</box>
sub4-cyprus: ΤΟ ΘΕΜΑ ΤΗΣ ΕΝΤΑΣΕΩΣ <box>1403 773 1507 784</box>
dateline-eisenhower: ΟΥΑΣΙΓΚΤΩΝ, 20. (Ἀσσ. Πρές). <box>29 235 216 246</box>
continued-text: ΣΥΝΕΧΕΙΑ <box>676 1654 721 1665</box>
